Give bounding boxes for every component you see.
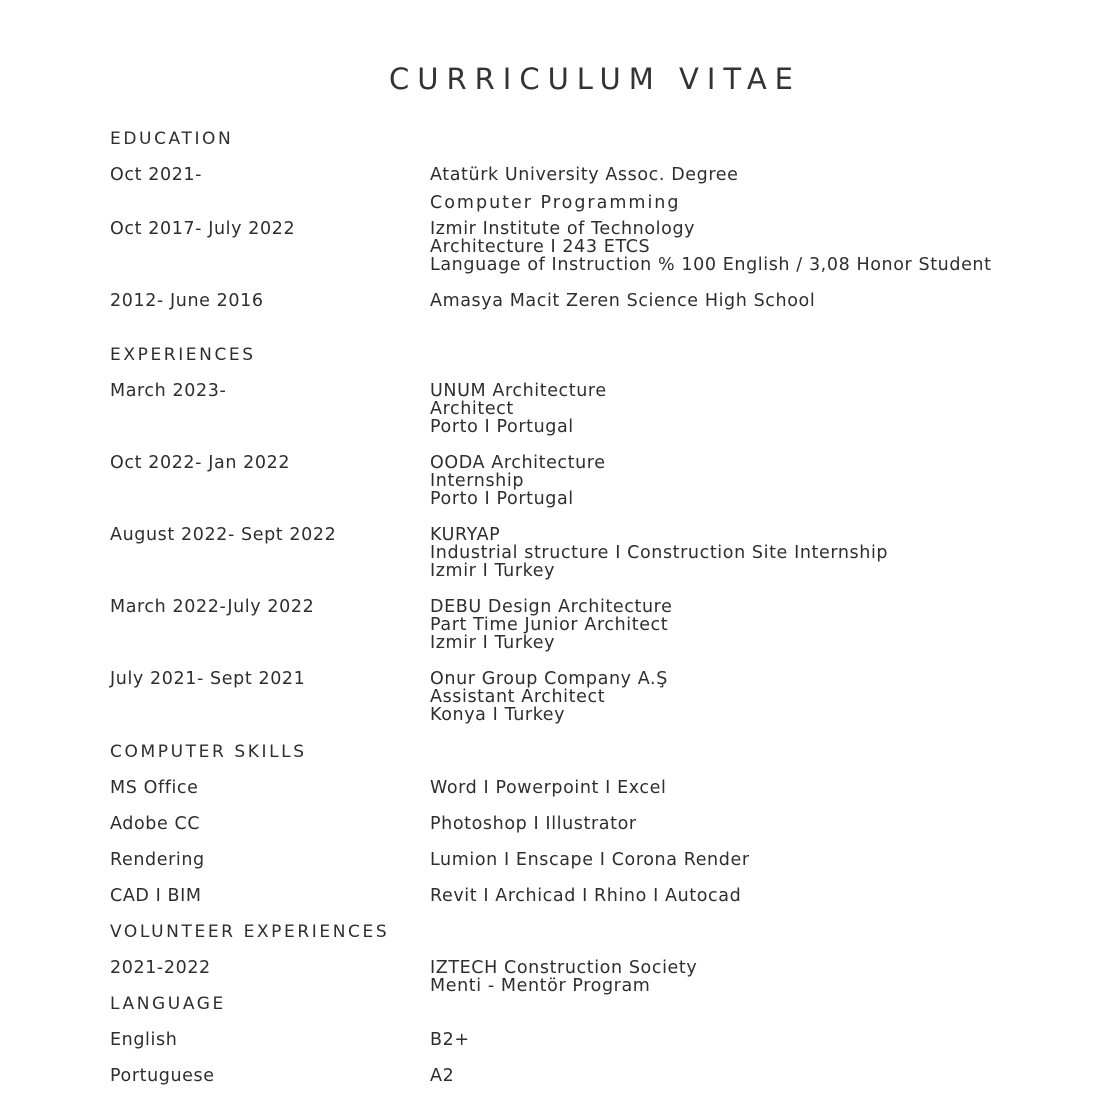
experience-date: March 2022-July 2022 <box>110 597 315 617</box>
experience-line: OODA Architecture <box>430 453 606 473</box>
education-date: Oct 2017- July 2022 <box>110 219 296 239</box>
skill-label: MS Office <box>110 778 199 798</box>
section-heading-volunteer: VOLUNTEER EXPERIENCES <box>110 922 390 942</box>
education-line: Language of Instruction % 100 English / 3,08 Honor Student <box>430 255 992 275</box>
experience-line: UNUM Architecture <box>430 381 607 401</box>
education-date: Oct 2021- <box>110 165 203 185</box>
experience-date: August 2022- Sept 2022 <box>110 525 337 545</box>
volunteer-date: 2021-2022 <box>110 958 211 978</box>
experience-date: July 2021- Sept 2021 <box>110 669 306 689</box>
skill-label: Rendering <box>110 850 205 870</box>
skill-value: Word I Powerpoint I Excel <box>430 778 667 798</box>
experience-line: Izmir I Turkey <box>430 633 556 653</box>
section-heading-language: LANGUAGE <box>110 994 226 1014</box>
skill-value: Photoshop I Illustrator <box>430 814 637 834</box>
experience-line: Porto I Portugal <box>430 417 574 437</box>
volunteer-line: IZTECH Construction Society <box>430 958 698 978</box>
section-heading-education: EDUCATION <box>110 129 234 149</box>
skill-label: CAD I BIM <box>110 886 202 906</box>
experience-line: DEBU Design Architecture <box>430 597 673 617</box>
language-level: B2+ <box>430 1030 470 1050</box>
education-line: Izmir Institute of Technology <box>430 219 696 239</box>
experience-line: Industrial structure I Construction Site Internship <box>430 543 889 563</box>
experience-line: Architect <box>430 399 514 419</box>
page-title: CURRICULUM VITAE <box>389 62 801 96</box>
language-label: Portuguese <box>110 1066 215 1086</box>
education-line: Computer Programming <box>430 193 681 213</box>
language-level: A2 <box>430 1066 455 1086</box>
language-label: English <box>110 1030 178 1050</box>
volunteer-line: Menti - Mentör Program <box>430 976 651 996</box>
experience-line: Assistant Architect <box>430 687 606 707</box>
experience-line: Konya I Turkey <box>430 705 566 725</box>
skill-value: Revit I Archicad I Rhino I Autocad <box>430 886 742 906</box>
section-heading-experiences: EXPERIENCES <box>110 345 256 365</box>
experience-line: KURYAP <box>430 525 501 545</box>
experience-line: Porto I Portugal <box>430 489 574 509</box>
skill-label: Adobe CC <box>110 814 201 834</box>
education-line: Atatürk University Assoc. Degree <box>430 165 739 185</box>
experience-line: Part Time Junior Architect <box>430 615 669 635</box>
experience-line: Izmir I Turkey <box>430 561 556 581</box>
experience-date: Oct 2022- Jan 2022 <box>110 453 291 473</box>
experience-line: Onur Group Company A.Ş <box>430 669 668 689</box>
education-line: Amasya Macit Zeren Science High School <box>430 291 816 311</box>
education-date: 2012- June 2016 <box>110 291 264 311</box>
skill-value: Lumion I Enscape I Corona Render <box>430 850 750 870</box>
experience-line: Internship <box>430 471 525 491</box>
section-heading-computer-skills: COMPUTER SKILLS <box>110 742 307 762</box>
experience-date: March 2023- <box>110 381 227 401</box>
education-line: Architecture I 243 ETCS <box>430 237 651 257</box>
